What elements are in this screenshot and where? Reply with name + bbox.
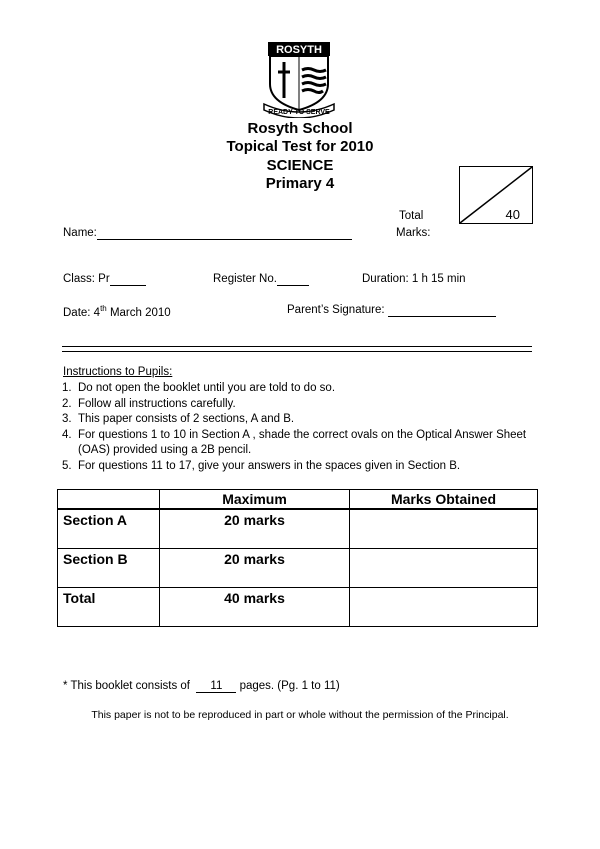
page-count-note [63,680,340,693]
instructions-title: Instructions to Pupils: [63,366,173,378]
level-title: Primary 4 [265,175,335,192]
name-field [63,227,352,240]
date-suffix: March 2010 [106,306,171,319]
instruction-text: For questions 11 to 17, give your answers in the spaces given in Section B. [78,459,461,472]
instruction-number: 3. [62,413,72,425]
school-crest [262,40,336,118]
section-cell: Total [58,588,160,627]
register-field [213,273,309,286]
total-marks-box [459,166,533,224]
page-count-prefix: * This booklet consists of [63,680,194,692]
signature-label: Parent’s Signature: [287,304,385,316]
marks-table [57,489,538,627]
max-marks-cell: 20 marks [160,549,350,588]
section-divider [62,346,532,352]
obtained-cell [350,588,538,627]
page-count-suffix: pages. (Pg. 1 to 11) [236,680,340,692]
instruction-item [62,397,542,413]
date-prefix: Date: 4 [63,306,101,319]
class-field [63,273,146,286]
table-header-row [58,490,538,510]
name-line [97,227,352,240]
instruction-number: 5. [62,459,72,472]
school-name: Rosyth School [247,120,353,137]
instruction-text: Follow all instructions carefully. [78,397,236,410]
instruction-text: Do not open the booklet until you are told to do so. [78,382,336,394]
marks-label: Marks: [396,227,431,239]
table-header-cell: Marks Obtained [350,490,538,510]
register-label: Register No. [213,273,277,285]
total-label: Total [399,210,424,222]
instruction-text: This paper consists of 2 sections, A and B. [78,413,295,425]
crest-motto: READY TO SERVE [268,109,330,116]
subject-title: SCIENCE [266,157,334,174]
duration-label: Duration: 1 h 15 min [362,273,466,285]
date-field [63,304,171,319]
table-header-cell [58,490,160,510]
obtained-cell [350,549,538,588]
crest-name-text: ROSYTH [276,44,322,56]
instruction-text: For questions 1 to 10 in Section A , shade the correct ovals on the Optical Answer Sheet (OAS) provided using a 2B pencil. [78,428,527,456]
section-cell: Section B [58,549,160,588]
max-marks-cell: 40 marks [160,588,350,627]
table-header-cell: Maximum [160,490,350,510]
max-marks-cell: 20 marks [160,509,350,549]
instruction-number: 1. [62,382,72,394]
table-row [58,588,538,627]
instruction-item [62,412,542,428]
name-label: Name: [63,227,97,239]
copyright-notice: This paper is not to be reproduced in part or whole without the permission of the Principal. [91,709,509,721]
table-row [58,549,538,588]
test-title: Topical Test for 2010 [226,138,374,155]
instruction-number: 4. [62,428,72,441]
instruction-item [62,381,542,397]
instruction-number: 2. [62,397,72,410]
instruction-item [62,428,542,459]
instruction-item [62,459,542,475]
class-line [110,273,146,286]
register-line [277,273,309,286]
signature-field [287,304,496,317]
obtained-cell [350,509,538,549]
instructions-list [62,381,542,474]
date-superscript: th [100,304,107,313]
signature-line [388,304,496,317]
diagonal-line [460,167,534,225]
total-marks-value: 40 [505,207,520,222]
section-cell: Section A [58,509,160,549]
class-label: Class: Pr [63,273,110,285]
table-row [58,509,538,549]
page-count-value: 11 [196,680,236,693]
